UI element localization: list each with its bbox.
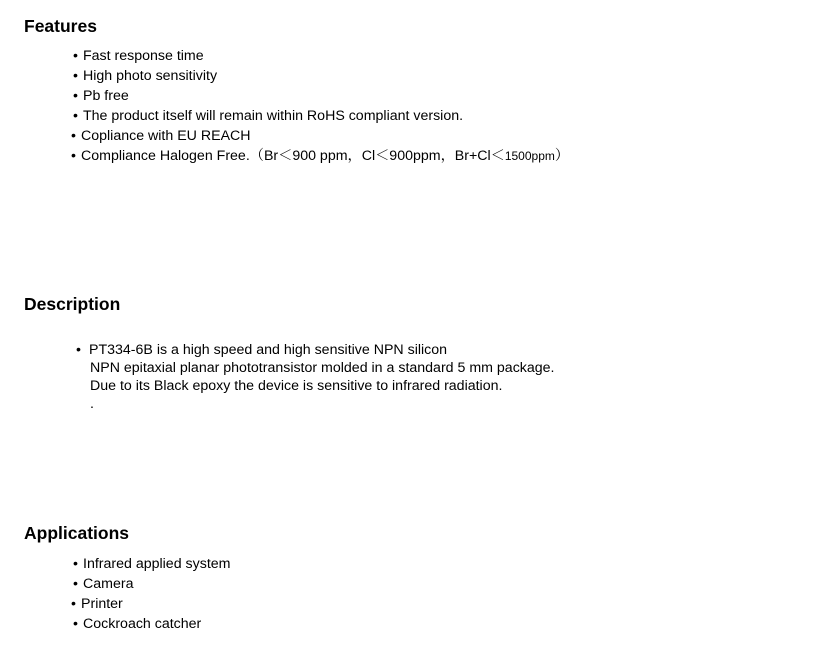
feature-text: The product itself will remain within RoHS compliant version. xyxy=(83,108,464,124)
bullet-icon: • xyxy=(73,556,78,572)
application-text: Printer xyxy=(81,596,123,612)
feature-text: Copliance with EU REACH xyxy=(81,128,251,144)
list-item xyxy=(73,66,569,86)
list-item xyxy=(73,574,230,594)
list-item xyxy=(73,106,569,126)
application-text: Infrared applied system xyxy=(83,556,231,572)
feature-text-small: 1500ppm xyxy=(504,149,555,163)
bullet-icon: • xyxy=(76,342,81,358)
list-item xyxy=(73,614,230,634)
bullet-icon: • xyxy=(73,68,78,84)
list-item xyxy=(73,46,569,66)
bullet-icon: • xyxy=(73,616,78,632)
list-item xyxy=(73,554,230,574)
bullet-icon: • xyxy=(73,108,78,124)
list-item xyxy=(73,86,569,106)
description-paragraph xyxy=(76,341,555,413)
feature-text-end: ） xyxy=(554,148,570,164)
description-line-text: PT334-6B is a high speed and high sensitive NPN silicon xyxy=(89,342,448,358)
applications-heading: Applications xyxy=(24,523,130,543)
feature-text: High photo sensitivity xyxy=(83,68,218,84)
feature-text: Pb free xyxy=(83,88,129,104)
list-item xyxy=(71,126,569,146)
features-heading: Features xyxy=(24,16,97,36)
bullet-icon: • xyxy=(71,148,76,164)
description-line: . xyxy=(90,396,94,412)
description-line: Due to its Black epoxy the device is sensitive to infrared radiation. xyxy=(90,378,503,394)
feature-text: Compliance Halogen Free.（Br＜900 ppm，Cl＜900ppm，Br+Cl＜ xyxy=(81,148,505,164)
bullet-icon: • xyxy=(73,88,78,104)
applications-list xyxy=(73,554,230,634)
application-text: Camera xyxy=(83,576,134,592)
bullet-icon: • xyxy=(71,128,76,144)
feature-text: Fast response time xyxy=(83,48,204,64)
description-line: NPN epitaxial planar phototransistor molded in a standard 5 mm package. xyxy=(90,360,555,376)
application-text: Cockroach catcher xyxy=(83,616,202,632)
description-line xyxy=(76,341,555,359)
bullet-icon: • xyxy=(71,596,76,612)
bullet-icon: • xyxy=(73,48,78,64)
description-heading: Description xyxy=(24,294,121,314)
list-item xyxy=(71,594,230,614)
features-list xyxy=(73,46,569,166)
list-item xyxy=(71,146,569,166)
bullet-icon: • xyxy=(73,576,78,592)
